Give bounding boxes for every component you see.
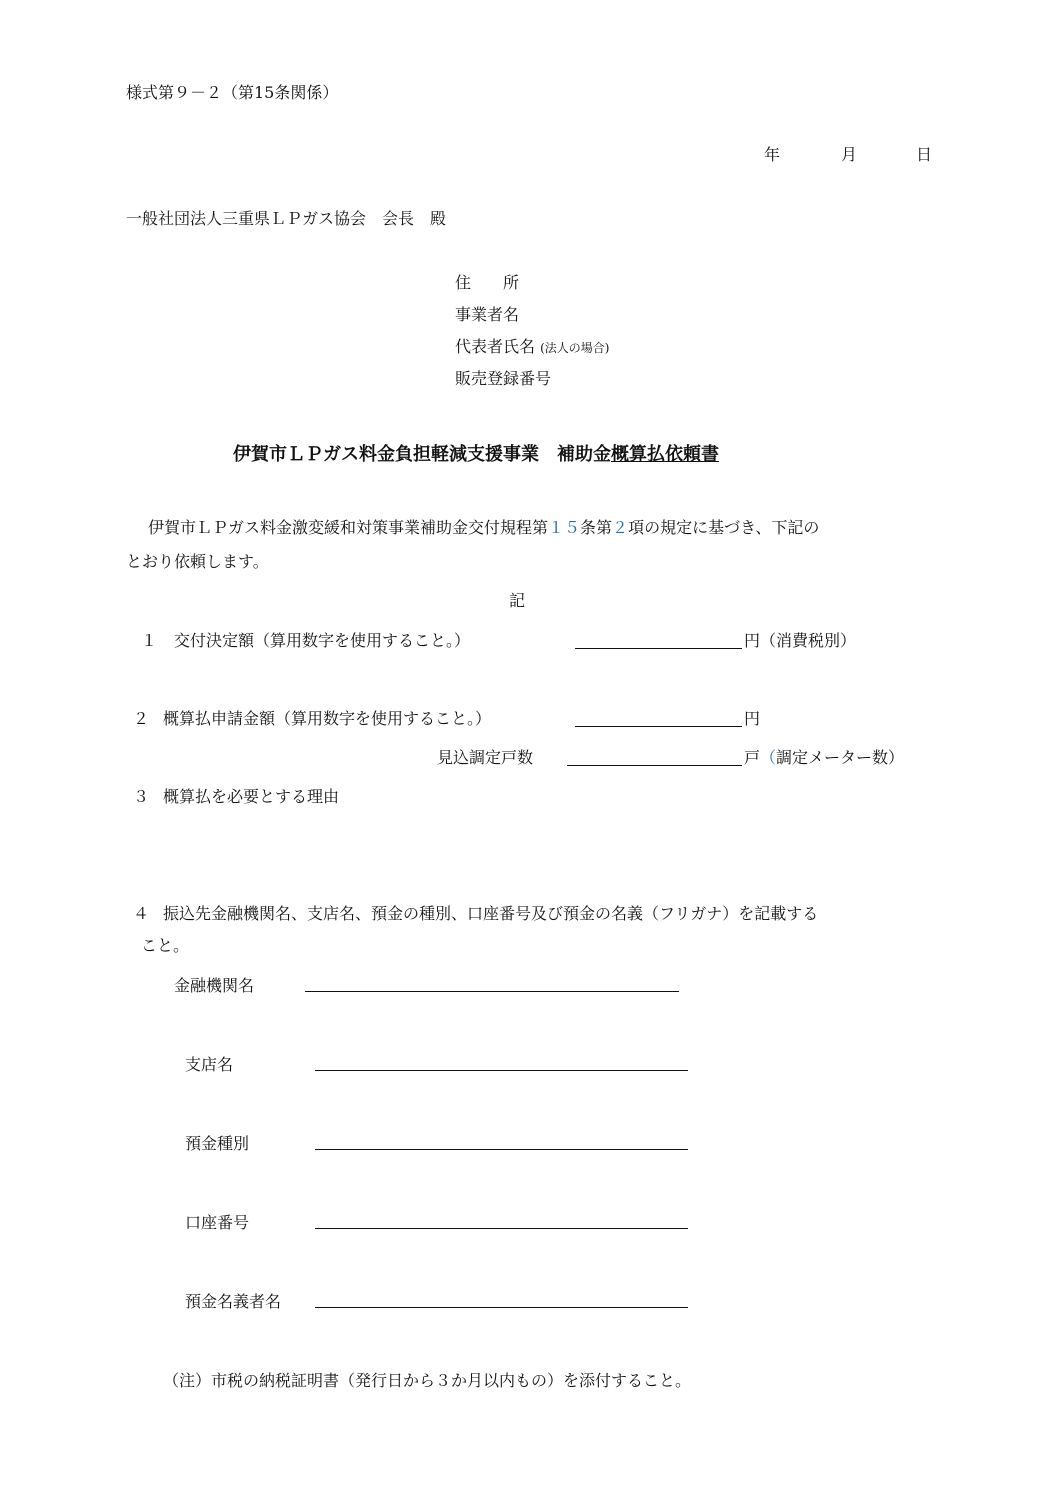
item2-unit: 円 — [744, 709, 761, 728]
item4-label: 振込先金融機関名、支店名、預金の種別、口座番号及び預金の名義（フリガナ）を記載する — [163, 904, 819, 923]
ki-heading: 記 — [509, 591, 526, 610]
title-emphasis: 概算払依頼書 — [611, 444, 719, 465]
body-paragraph-line2: とおり依頼します。 — [126, 552, 269, 571]
item2b-unit-wrap — [744, 745, 904, 768]
body-text-a: 伊賀市ＬＰガス料金激変緩和対策事業補助金交付規程第 — [148, 518, 549, 537]
account-holder-line[interactable] — [315, 1307, 688, 1308]
item2b-note: 調定メーター数） — [776, 748, 905, 767]
item4-continuation: こと。 — [141, 936, 190, 955]
account-number-line[interactable] — [315, 1228, 688, 1229]
bank-name-line[interactable] — [305, 991, 679, 992]
item2b-label: 見込調定戸数 — [437, 748, 534, 767]
date-month: 月 — [841, 145, 858, 164]
item2b-unit: 戸 — [744, 748, 761, 767]
item1-amount-line[interactable] — [575, 648, 742, 649]
date-year: 年 — [764, 145, 781, 164]
item4-number: ４ — [133, 904, 150, 923]
item3-number: ３ — [133, 787, 150, 806]
body-paragraph-line1 — [148, 515, 819, 538]
account-number-label: 口座番号 — [185, 1213, 250, 1232]
representative-label — [455, 334, 609, 357]
representative-label-text: 代表者氏名 — [455, 337, 536, 356]
item2-amount-line[interactable] — [575, 726, 742, 727]
item2-number: ２ — [133, 709, 150, 728]
attachment-note: （注）市税の納税証明書（発行日から３か月以内もの）を添付すること。 — [163, 1371, 692, 1390]
document-title — [233, 440, 719, 466]
branch-name-label: 支店名 — [185, 1055, 234, 1074]
item2b-note-open: （ — [760, 748, 777, 767]
addressee: 一般社団法人三重県ＬＰガス協会 会長 殿 — [126, 209, 447, 228]
item3-label: 概算払を必要とする理由 — [163, 787, 340, 806]
account-holder-label: 預金名義者名 — [185, 1292, 282, 1311]
body-article-number: １５ — [548, 518, 581, 537]
registration-number-label: 販売登録番号 — [455, 369, 552, 388]
form-number: 様式第９－２（第15条関係） — [126, 83, 339, 102]
body-text-b: 条第 — [580, 518, 613, 537]
representative-note: (法人の場合) — [540, 341, 610, 355]
business-name-label: 事業者名 — [455, 305, 520, 324]
title-main: 伊賀市ＬＰガス料金負担軽減支援事業 補助金 — [233, 444, 611, 465]
address-label: 住 所 — [455, 273, 520, 292]
body-clause-number: ２ — [612, 518, 629, 537]
branch-name-line[interactable] — [315, 1070, 688, 1071]
item1-unit: 円（消費税別） — [744, 631, 857, 650]
deposit-type-line[interactable] — [315, 1149, 688, 1150]
item2b-households-line[interactable] — [567, 765, 742, 766]
date-day: 日 — [916, 145, 933, 164]
item1-label: 交付決定額（算用数字を使用すること。） — [174, 631, 471, 650]
item2-label: 概算払申請金額（算用数字を使用すること。） — [163, 709, 492, 728]
deposit-type-label: 預金種別 — [185, 1134, 250, 1153]
bank-name-label: 金融機関名 — [174, 976, 255, 995]
item1-number: １ — [141, 631, 158, 650]
body-text-c: 項の規定に基づき、下記の — [628, 518, 820, 537]
